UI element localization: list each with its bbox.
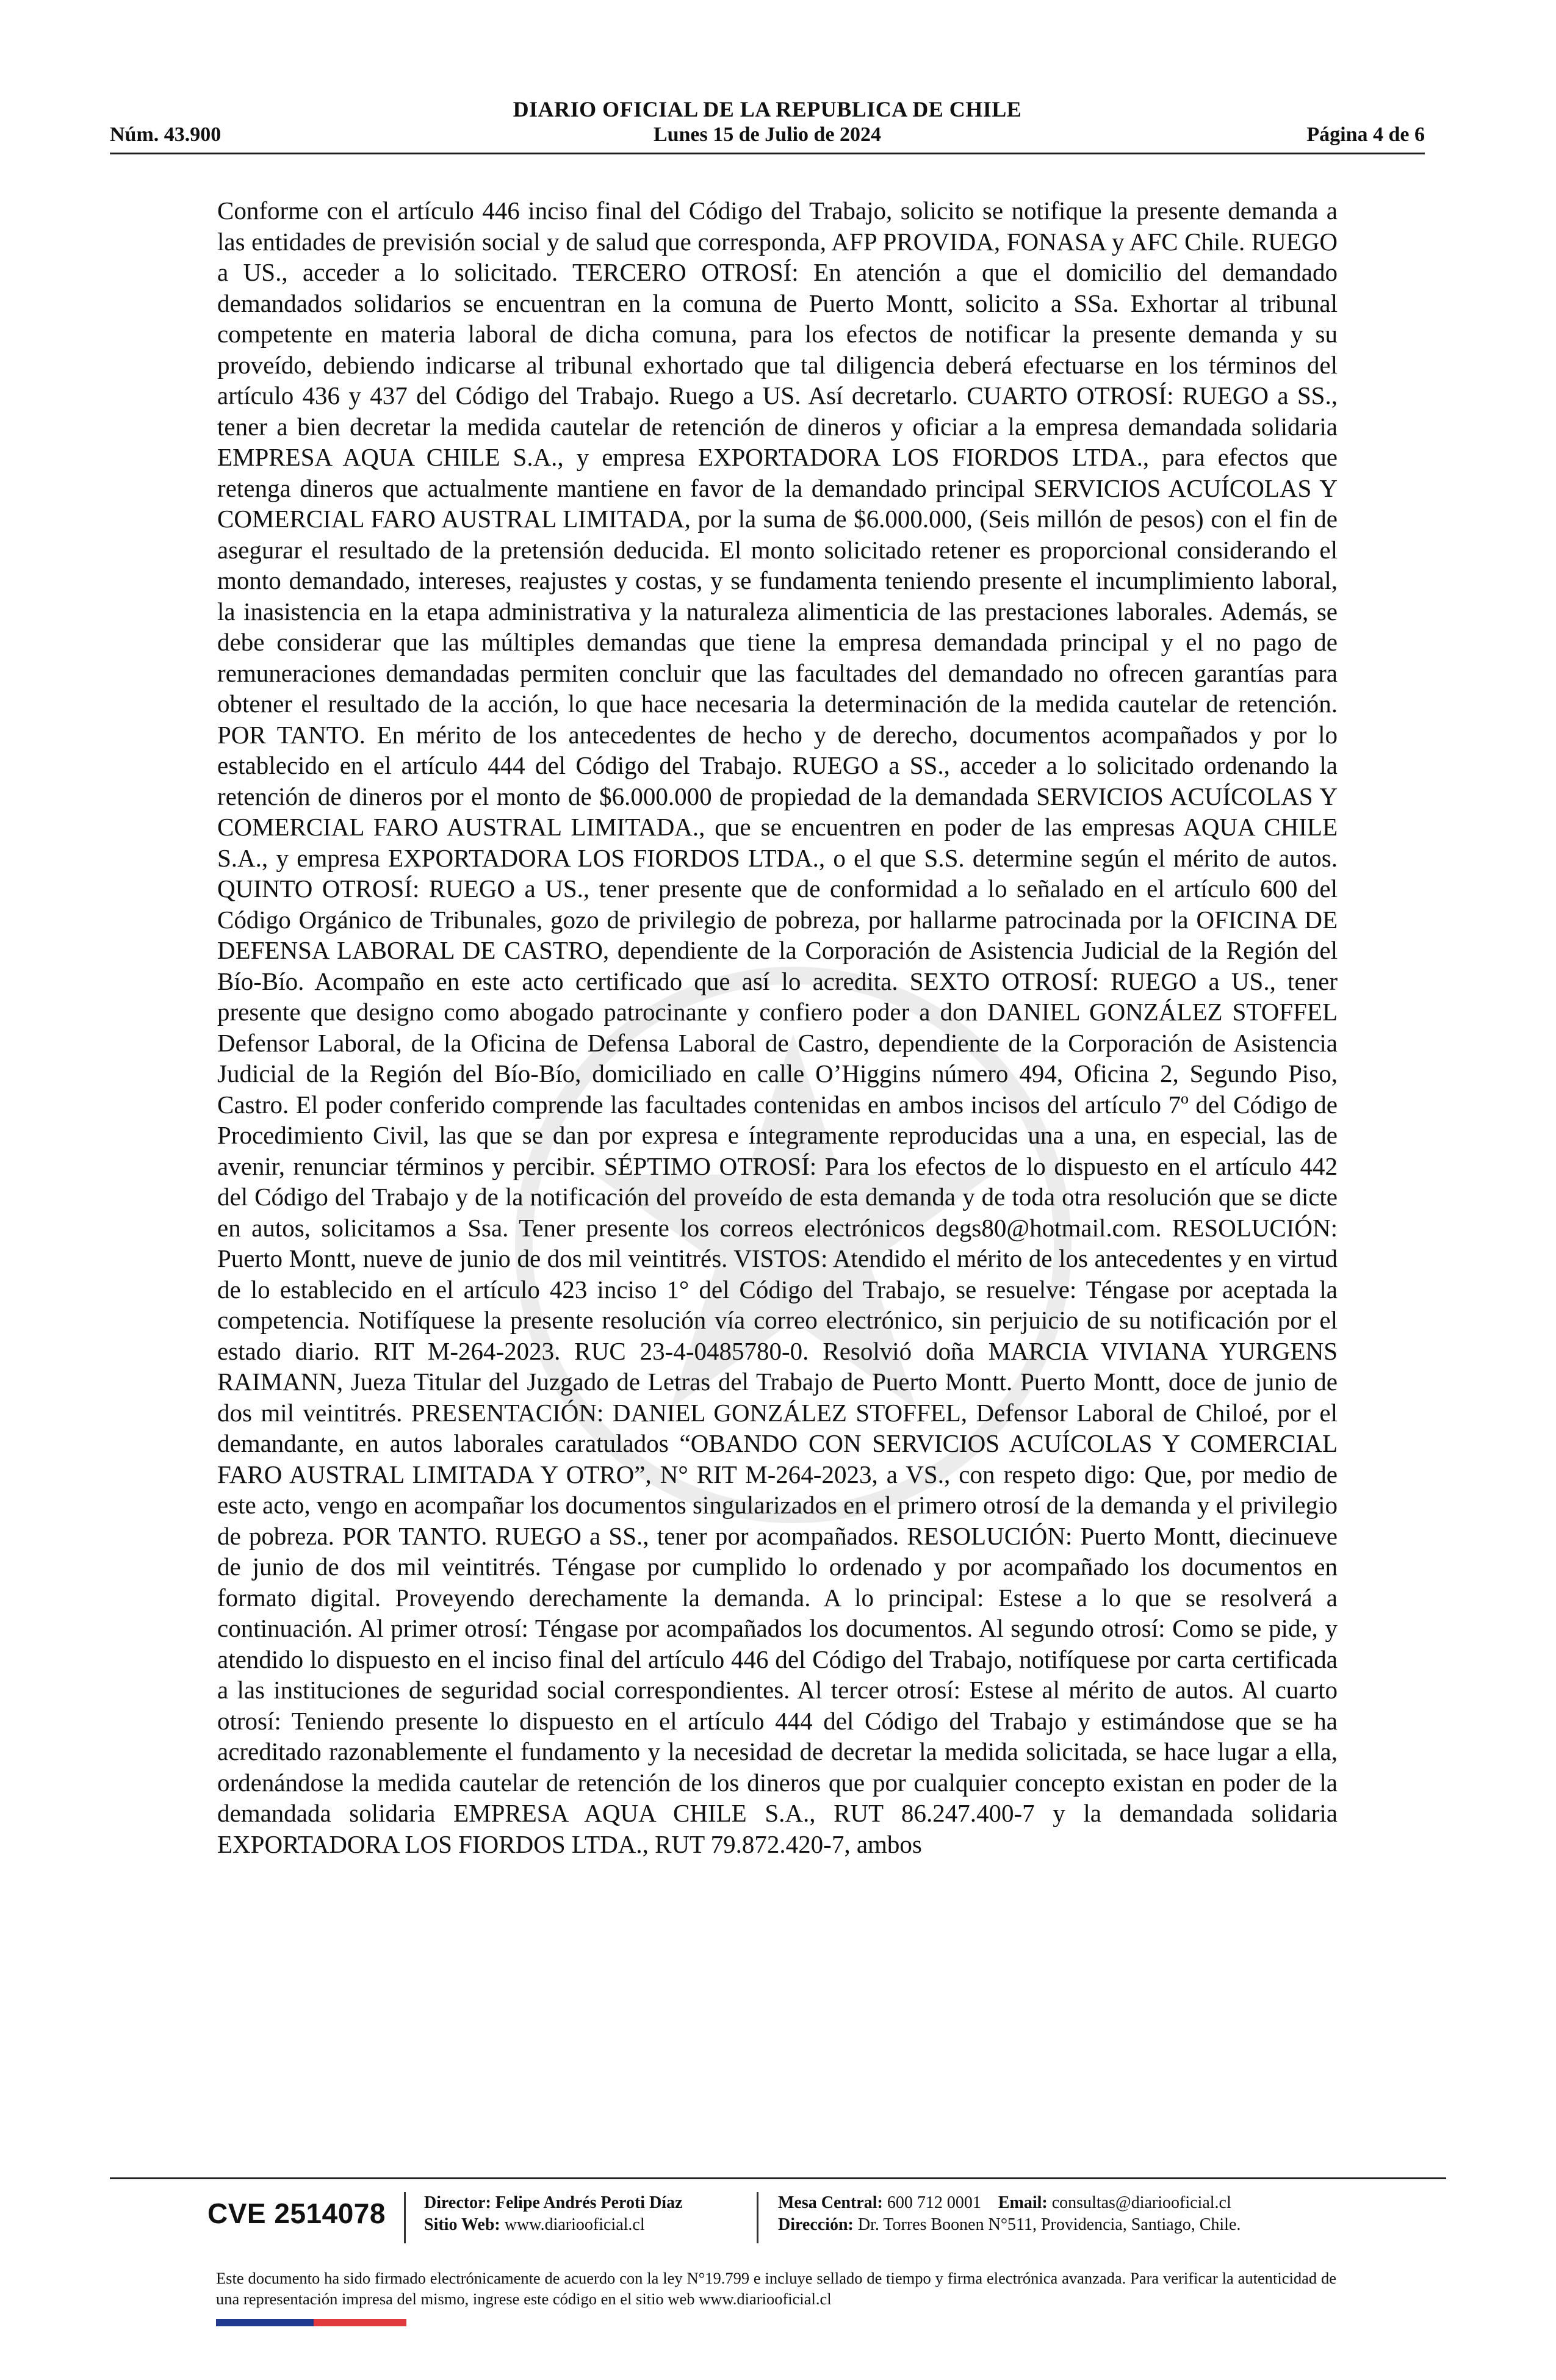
page-indicator: Página 4 de 6 [1306,123,1425,146]
page-header [110,92,1425,159]
header-divider [110,153,1425,154]
document-body [217,195,1338,1859]
mesa-label: Mesa Central: [778,2193,883,2212]
flag-blue-segment [216,2319,314,2326]
footer-separator [757,2192,758,2243]
website-link[interactable]: www.diariooficial.cl [504,2215,645,2234]
website-label: Sitio Web: [424,2215,500,2234]
director-label: Director: [424,2193,491,2212]
body-paragraph: Conforme con el artículo 446 inciso final del Código del Trabajo, solicito se notifique la presente demanda a las entidades de previsión social y de salud que corresponda, AFP PROVIDA, FONASA y AFC Chile. RUEGO a US., acceder a lo solicitado. TERCERO OTROSÍ: En atención a que el domicilio del demandado demandados solidarios se encuentran en la comuna de Puerto Montt, solicito a SSa. Exhortar al tribunal competente en materia laboral de dicha comuna, para los efectos de notificar la presente demanda y su proveído, debiendo indicarse al tribunal exhortado que tal diligencia deberá efectuarse en los términos del artículo 436 y 437 del Código del Trabajo. Ruego a US. Así decretarlo. CUARTO OTROSÍ: RUEGO a SS., tener a bien decretar la medida cautelar de retención de dineros y oficiar a la empresa demandada solidaria EMPRESA AQUA CHILE S.A., y empresa EXPORTADORA LOS FIORDOS LTDA., para efectos que retenga dineros que actualmente mantiene en favor de la demandado principal SERVICIOS ACUÍCOLAS Y COMERCIAL FARO AUSTRAL LIMITADA, por la suma de $6.000.000, (Seis millón de pesos) con el fin de asegurar el resultado de la pretensión deducida. El monto solicitado retener es proporcional considerando el monto demandado, intereses, reajustes y costas, y se fundamenta teniendo presente el incumplimiento laboral, la inasistencia en la etapa administrativa y la naturaleza alimenticia de las prestaciones laborales. Además, se debe considerar que las múltiples demandas que tiene la empresa demandada principal y el no pago de remuneraciones demandadas permiten concluir que las facultades del demandado no ofrecen garantías para obtener el resultado de la acción, lo que hace necesaria la determinación de la medida cautelar de retención. POR TANTO. En mérito de los antecedentes de hecho y de derecho, documentos acompañados y por lo establecido en el artículo 444 del Código del Trabajo. RUEGO a SS., acceder a lo solicitado ordenando la retención de dineros por el monto de $6.000.000 de propiedad de la demandada SERVICIOS ACUÍCOLAS Y COMERCIAL FARO AUSTRAL LIMITADA., que se encuentren en poder de las empresas AQUA CHILE S.A., y empresa EXPORTADORA LOS FIORDOS LTDA., o el que S.S. determine según el mérito de autos. QUINTO OTROSÍ: RUEGO a US., tener presente que de conformidad a lo señalado en el artículo 600 del Código Orgánico de Tribunales, gozo de privilegio de pobreza, por hallarme patrocinada por la OFICINA DE DEFENSA LABORAL DE CASTRO, dependiente de la Corporación de Asistencia Judicial de la Región del Bío-Bío. Acompaño en este acto certificado que así lo acredita. SEXTO OTROSÍ: RUEGO a US., tener presente que designo como abogado patrocinante y confiero poder a don DANIEL GONZÁLEZ STOFFEL Defensor Laboral, de la Oficina de Defensa Laboral de Castro, dependiente de la Corporación de Asistencia Judicial de la Región del Bío-Bío, domiciliado en calle O’Higgins número 494, Oficina 2, Segundo Piso, Castro. El poder conferido comprende las facultades contenidas en ambos incisos del artículo 7º del Código de Procedimiento Civil, las que se dan por expresa e íntegramente reproducidas una a una, en especial, las de avenir, renunciar términos y percibir. SÉPTIMO OTROSÍ: Para los efectos de lo dispuesto en el artículo 442 del Código del Trabajo y de la notificación del proveído de esta demanda y de toda otra resolución que se dicte en autos, solicitamos a Ssa. Tener presente los correos electrónicos degs80@hotmail.com. RESOLUCIÓN: Puerto Montt, nueve de junio de dos mil veintitrés. VISTOS: Atendido el mérito de los antecedentes y en virtud de lo establecido en el artículo 423 inciso 1° del Código del Trabajo, se resuelve: Téngase por aceptada la competencia. Notifíquese la presente resolución vía correo electrónico, sin perjuicio de su notificación por el estado diario. RIT M-264-2023. RUC 23-4-0485780-0. Resolvió doña MARCIA VIVIANA YURGENS RAIMANN, Jueza Titular del Juzgado de Letras del Trabajo de Puerto Montt. Puerto Montt, doce de junio de dos mil veintitrés. PRESENTACIÓN: DANIEL GONZÁLEZ STOFFEL, Defensor Laboral de Chiloé, por el demandante, en autos laborales caratulados “OBANDO CON SERVICIOS ACUÍCOLAS Y COMERCIAL FARO AUSTRAL LIMITADA Y OTRO”, N° RIT M-264-2023, a VS., con respeto digo: Que, por medio de este acto, vengo en acompañar los documentos singularizados en el primero otrosí de la demanda y el privilegio de pobreza. POR TANTO. RUEGO a SS., tener por acompañados. RESOLUCIÓN: Puerto Montt, diecinueve de junio de dos mil veintitrés. Téngase por cumplido lo ordenado y por acompañado los documentos en formato digital. Proveyendo derechamente la demanda. A lo principal: Estese a lo que se resolverá a continuación. Al primer otrosí: Téngase por acompañados los documentos. Al segundo otrosí: Como se pide, y atendido lo dispuesto en el inciso final del artículo 446 del Código del Trabajo, notifíquese por carta certificada a las instituciones de seguridad social correspondientes. Al tercer otrosí: Estese al mérito de autos. Al cuarto otrosí: Teniendo presente lo dispuesto en el artículo 444 del Código del Trabajo y estimándose que se ha acreditado razonablemente el fundamento y la necesidad de decretar la medida solicitada, se hace lugar a ella, ordenándose la medida cautelar de retención de los dineros que por cualquier concepto existan en poder de la demandada solidaria EMPRESA AQUA CHILE S.A., RUT 86.247.400-7 y la demandada solidaria EXPORTADORA LOS FIORDOS LTDA., RUT 79.872.420-7, ambos [217,197,1338,1858]
newspaper-title: DIARIO OFICIAL DE LA REPUBLICA DE CHILE [513,97,1022,121]
director-line [424,2192,683,2214]
header-meta-row [110,123,1425,150]
address-label: Dirección: [778,2215,854,2234]
email-link[interactable]: consultas@diariooficial.cl [1051,2193,1231,2212]
issue-number: Núm. 43.900 [110,123,222,146]
director-name: Felipe Andrés Peroti Díaz [495,2193,683,2212]
footer-contact-block [778,2192,1241,2236]
footer-separator [404,2192,406,2243]
issue-date: Lunes 15 de Julio de 2024 [653,123,882,146]
website-line [424,2214,683,2236]
address-line [778,2214,1241,2236]
flag-red-segment [314,2319,406,2326]
footer-divider [110,2177,1446,2179]
address-value: Dr. Torres Boonen N°511, Providencia, Santiago, Chile. [857,2215,1241,2234]
page-footer [207,2192,1434,2247]
cve-code: CVE 2514078 [207,2198,386,2229]
flag-color-bar [216,2319,406,2326]
footer-director-block [424,2192,683,2236]
contact-line [778,2192,1241,2214]
mesa-phone: 600 712 0001 [887,2193,981,2212]
signature-note: Este documento ha sido firmado electrónicamente de acuerdo con la ley N°19.799 e incluye sellado de tiempo y firma electrónica avanzada. Para verificar la autenticidad de una representación impresa del mismo, ingrese este código en el sitio web www.diariooficial.cl [216,2269,1336,2308]
email-label: Email: [998,2193,1048,2212]
